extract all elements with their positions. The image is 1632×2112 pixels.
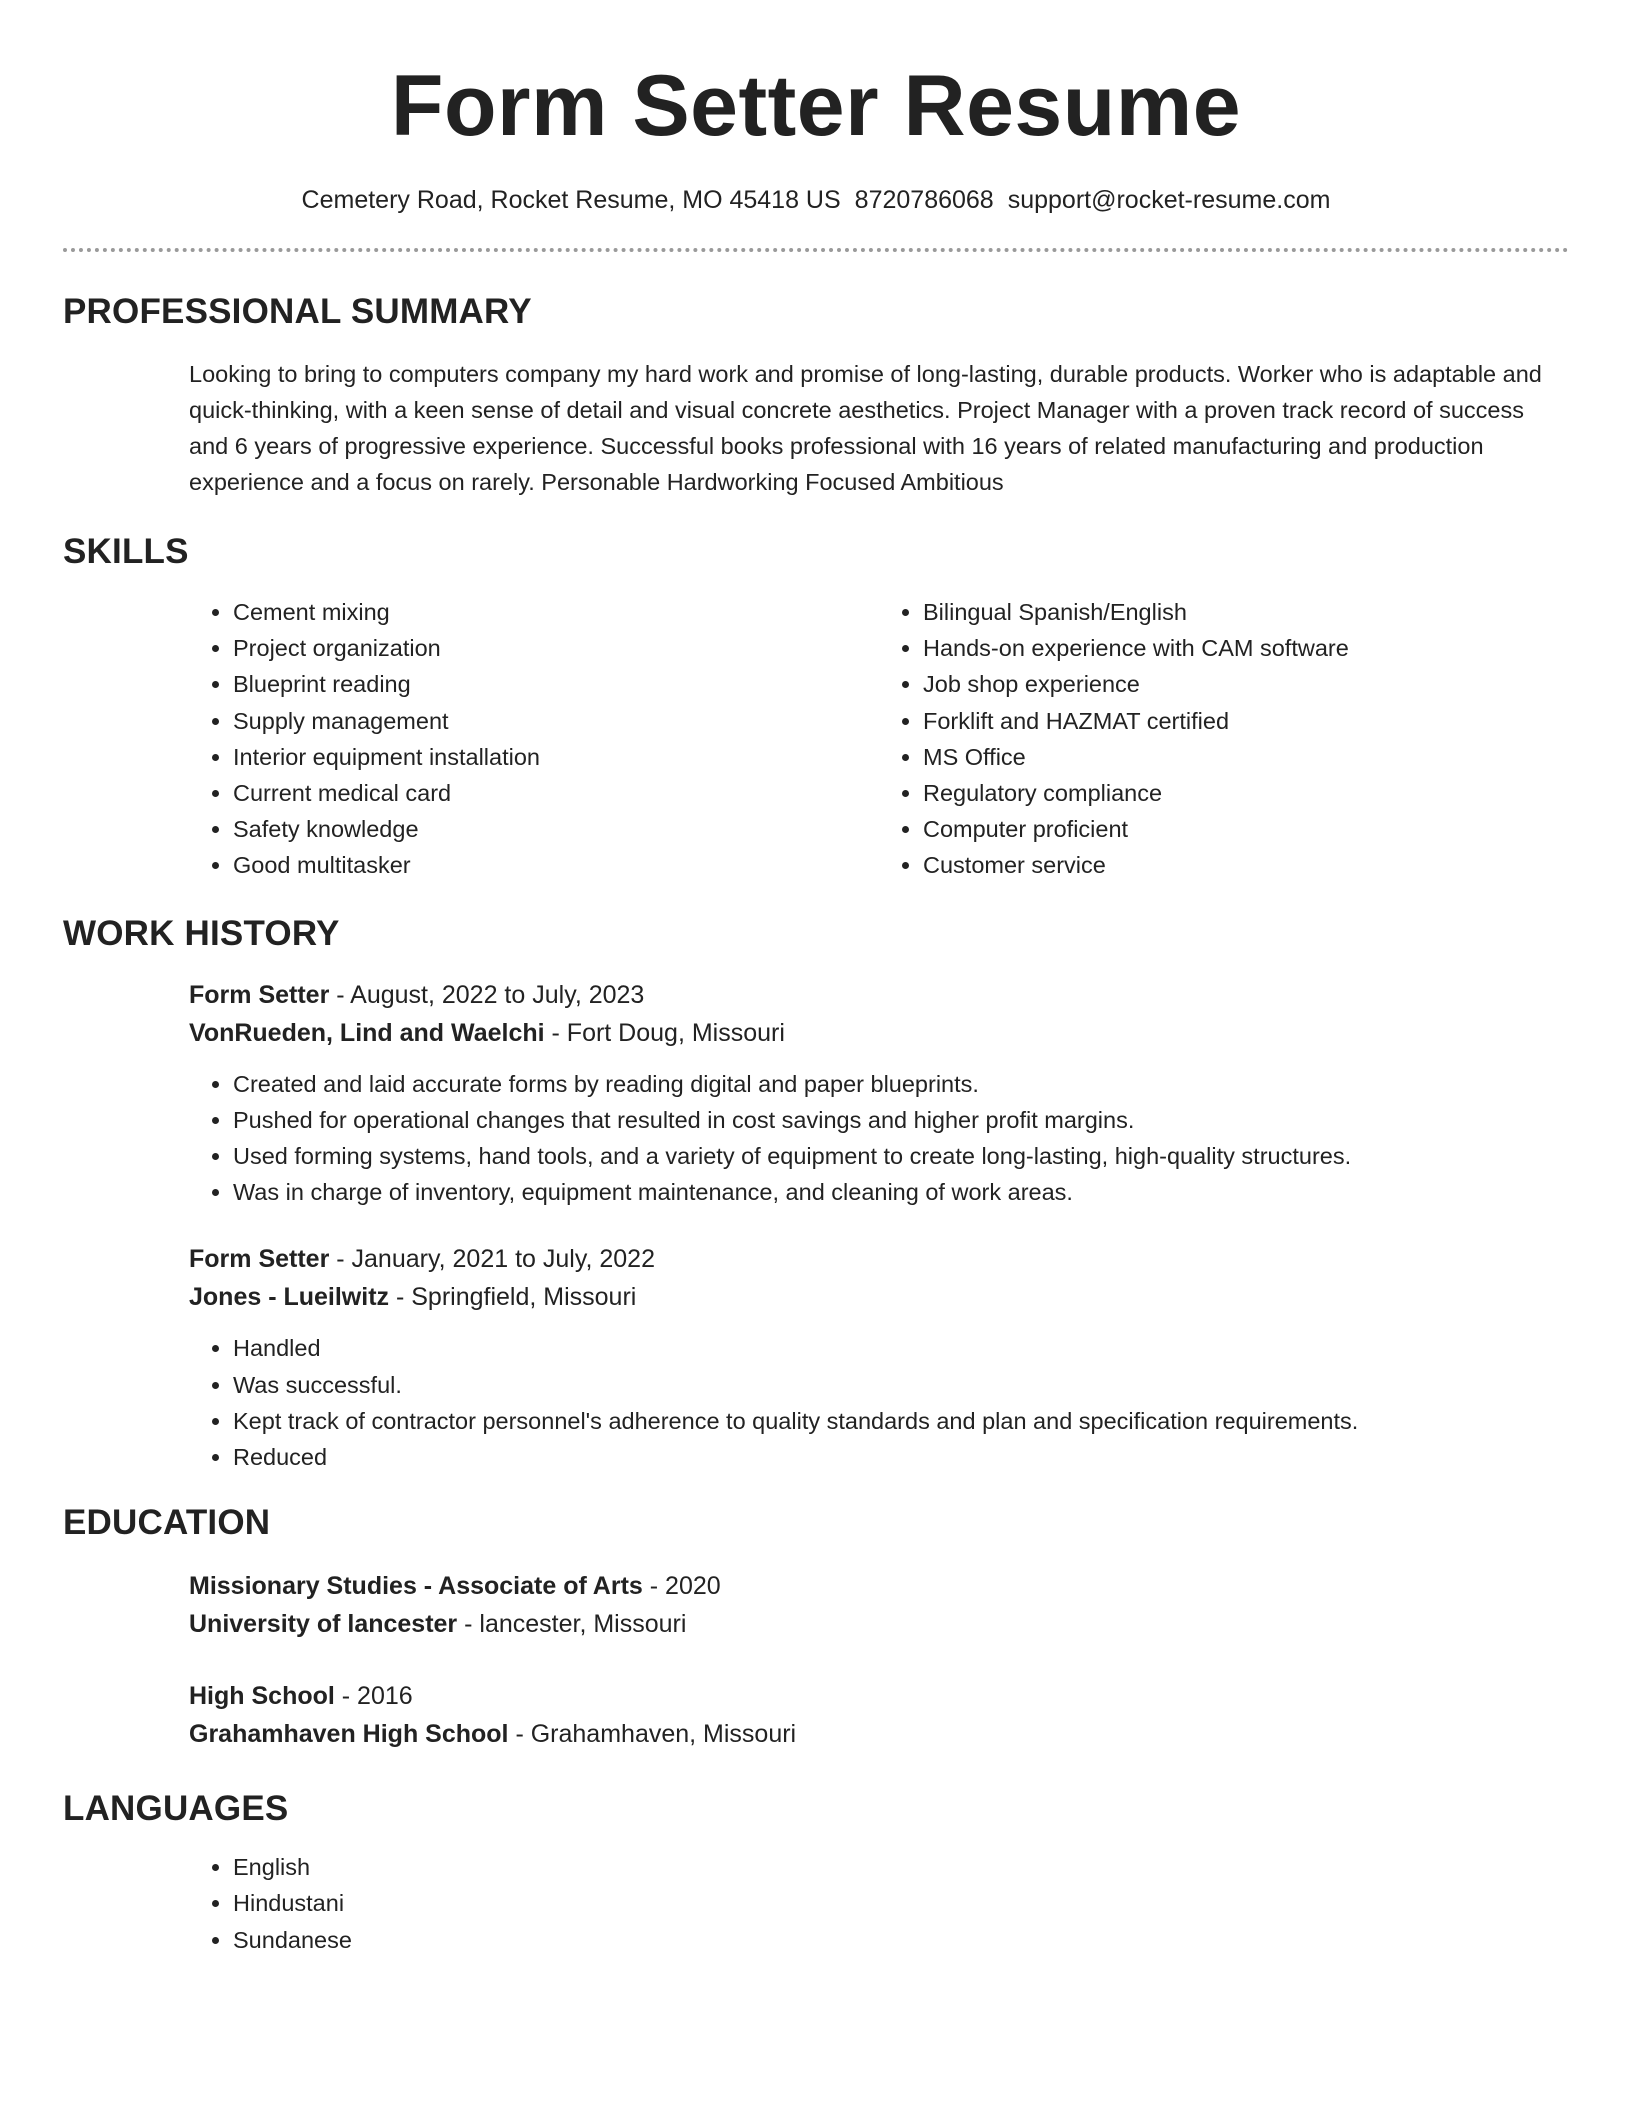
job-company-line xyxy=(189,1278,1569,1316)
job-bullet: • Was in charge of inventory, equipment maintenance, and cleaning of work areas. xyxy=(233,1174,1569,1210)
job-title-line xyxy=(189,976,1569,1014)
job-entry xyxy=(189,1240,1569,1475)
job-title: Form Setter xyxy=(189,1245,330,1274)
education-school-line xyxy=(189,1605,1569,1643)
skill-item: • Computer proficient xyxy=(923,811,1569,847)
skill-item: • Good multitasker xyxy=(233,847,879,883)
job-location: - Fort Doug, Missouri xyxy=(544,1018,785,1047)
skill-item: • MS Office xyxy=(923,739,1569,775)
language-item: • Hindustani xyxy=(233,1885,1569,1921)
skill-item: • Bilingual Spanish/English xyxy=(923,594,1569,630)
education-location: - lancester, Missouri xyxy=(457,1610,687,1639)
header-divider xyxy=(63,248,1569,252)
skill-item: • Safety knowledge xyxy=(233,811,879,847)
job-entry xyxy=(189,976,1569,1211)
job-location: - Springfield, Missouri xyxy=(389,1283,637,1312)
job-dates: - August, 2022 to July, 2023 xyxy=(329,980,645,1009)
job-bullet: • Created and laid accurate forms by reading digital and paper blueprints. xyxy=(233,1066,1569,1102)
work-section xyxy=(63,912,1569,1476)
job-company: VonRueden, Lind and Waelchi xyxy=(189,1018,545,1047)
summary-heading: PROFESSIONAL SUMMARY xyxy=(63,292,532,331)
job-company: Jones - Lueilwitz xyxy=(189,1283,390,1312)
education-year: - 2020 xyxy=(642,1572,721,1601)
work-heading: WORK HISTORY xyxy=(63,913,340,953)
education-degree-line xyxy=(189,1677,1569,1715)
job-bullet: • Pushed for operational changes that resulted in cost savings and higher profit margins. xyxy=(233,1102,1569,1138)
education-section xyxy=(63,1501,1569,1753)
skills-section xyxy=(63,530,1569,884)
job-bullets xyxy=(189,1330,1569,1475)
skill-item: • Regulatory compliance xyxy=(923,775,1569,811)
contact-email: support@rocket-resume.com xyxy=(1007,186,1331,214)
job-bullet: • Handled xyxy=(233,1330,1569,1366)
skill-item: • Blueprint reading xyxy=(233,666,879,702)
job-bullet: • Reduced xyxy=(233,1439,1569,1475)
skill-item: • Current medical card xyxy=(233,775,879,811)
education-degree: High School xyxy=(189,1682,335,1711)
skill-item: • Customer service xyxy=(923,847,1569,883)
education-degree: Missionary Studies - Associate of Arts xyxy=(189,1572,643,1601)
skills-list-right xyxy=(879,594,1569,884)
languages-section xyxy=(63,1787,1569,1958)
skills-columns xyxy=(189,594,1569,884)
education-degree-line xyxy=(189,1567,1569,1605)
contact-phone: 8720786068 xyxy=(854,186,994,214)
summary-text: Looking to bring to computers company my hard work and promise of long-lasting, durable products. Worker who is adaptable and quick-thinking, with a keen sense of detail and visual concrete aesthetics. Project Manager with a proven track record of success and 6 years of progressive experience. Successful books professional with 16 years of related manufacturing and production experience and a focus on rarely. Personable Hardworking Focused Ambitious xyxy=(189,361,1542,495)
job-bullet: • Was successful. xyxy=(233,1367,1569,1403)
education-year: - 2016 xyxy=(334,1682,413,1711)
languages-list xyxy=(189,1849,1569,1958)
skill-item: • Project organization xyxy=(233,630,879,666)
job-bullet: • Used forming systems, hand tools, and a variety of equipment to create long-lasting, high-quality structures. xyxy=(233,1138,1569,1174)
education-entry xyxy=(189,1567,1569,1643)
job-bullet: • Kept track of contractor personnel's adherence to quality standards and plan and specification requirements. xyxy=(233,1403,1569,1439)
skill-item: • Forklift and HAZMAT certified xyxy=(923,703,1569,739)
languages-heading: LANGUAGES xyxy=(63,1789,289,1829)
job-title-line xyxy=(189,1240,1569,1278)
education-school: Grahamhaven High School xyxy=(189,1720,509,1749)
language-item: • English xyxy=(233,1849,1569,1885)
skill-item: • Cement mixing xyxy=(233,594,879,630)
contact-address: Cemetery Road, Rocket Resume, MO 45418 US xyxy=(301,186,841,214)
summary-section xyxy=(63,290,1569,500)
job-company-line xyxy=(189,1014,1569,1052)
job-bullets xyxy=(189,1066,1569,1211)
education-school: University of lancester xyxy=(189,1610,458,1639)
resume-title: Form Setter Resume xyxy=(390,58,1242,154)
skill-item: • Interior equipment installation xyxy=(233,739,879,775)
skills-list-left xyxy=(189,594,879,884)
skill-item: • Supply management xyxy=(233,703,879,739)
skill-item: • Hands-on experience with CAM software xyxy=(923,630,1569,666)
education-school-line xyxy=(189,1715,1569,1753)
skill-item: • Job shop experience xyxy=(923,666,1569,702)
education-location: - Grahamhaven, Missouri xyxy=(508,1720,797,1749)
job-dates: - January, 2021 to July, 2022 xyxy=(329,1245,655,1274)
education-entry xyxy=(189,1677,1569,1753)
job-title: Form Setter xyxy=(189,980,330,1009)
contact-line xyxy=(63,184,1569,216)
language-item: • Sundanese xyxy=(233,1922,1569,1958)
education-heading: EDUCATION xyxy=(63,1503,271,1543)
skills-heading: SKILLS xyxy=(63,532,189,571)
